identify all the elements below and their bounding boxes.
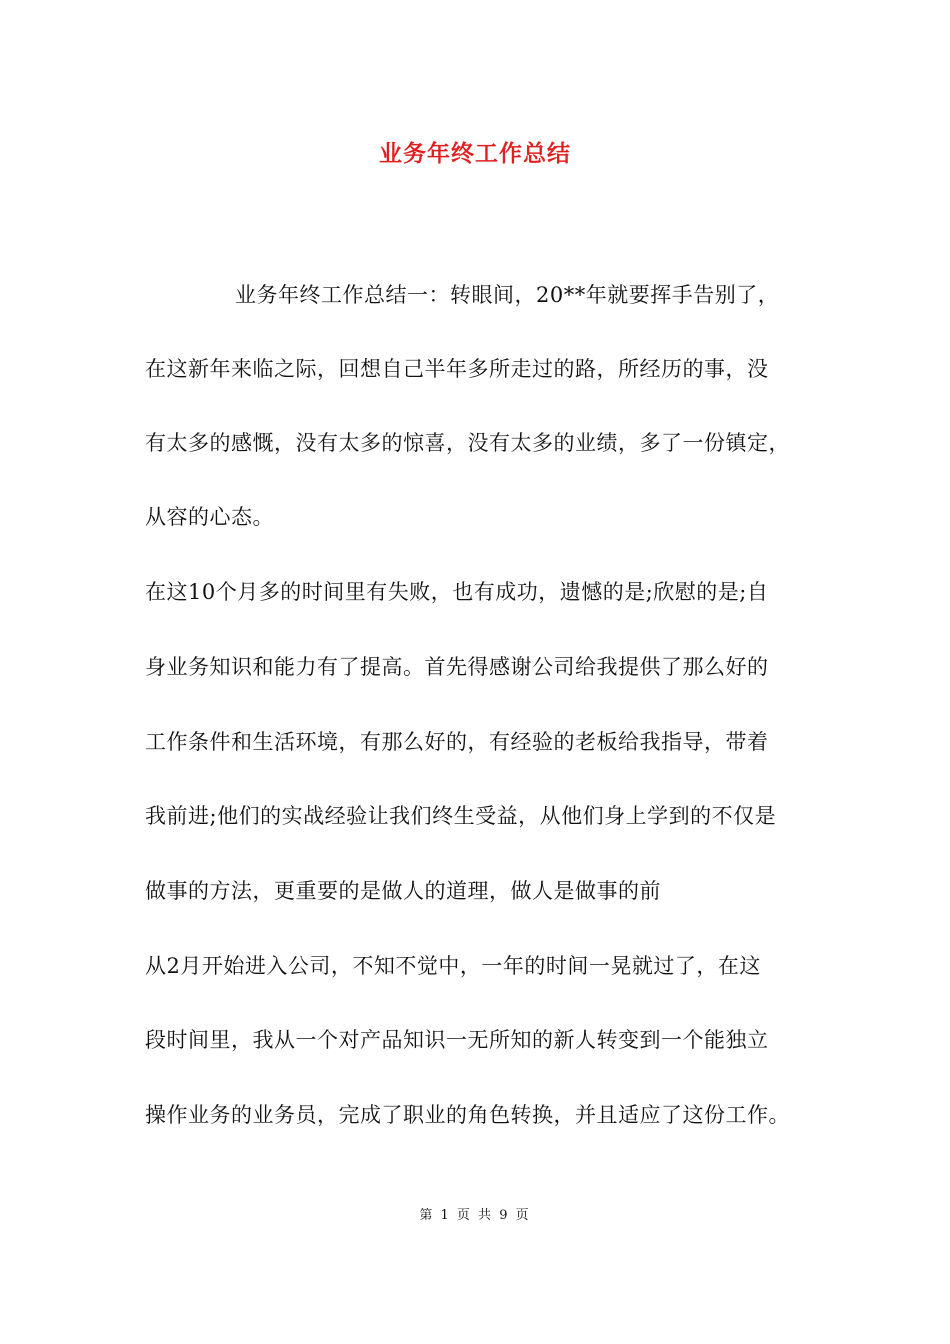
paragraph-line: 从2月开始进入公司，不知不觉中，一年的时间一晃就过了，在这 [145,954,761,978]
paragraph-line: 在这新年来临之际，回想自己半年多所走过的路，所经历的事，没 [145,357,769,381]
document-title: 业务年终工作总结 [379,140,571,167]
paragraph-line: 做事的方法，更重要的是做人的道理，做人是做事的前 [145,879,661,903]
paragraph-line: 我前进;他们的实战经验让我们终生受益，从他们身上学到的不仅是 [145,804,777,828]
paragraph-line: 在这10个月多的时间里有失败，也有成功，遗憾的是;欣慰的是;自 [145,580,769,604]
paragraph-line: 段时间里，我从一个对产品知识一无所知的新人转变到一个能独立 [145,1028,769,1052]
page-number-footer: 第 1 页 共 9 页 [419,1208,531,1223]
paragraph-line: 有太多的感慨，没有太多的惊喜，没有太多的业绩，多了一份镇定， [145,431,790,455]
paragraph-line: 操作业务的业务员，完成了职业的角色转换，并且适应了这份工作。 [145,1103,790,1127]
paragraph-line: 身业务知识和能力有了提高。首先得感谢公司给我提供了那么好的 [145,655,769,679]
paragraph-line: 从容的心态。 [145,505,274,529]
paragraph-line: 工作条件和生活环境，有那么好的，有经验的老板给我指导，带着 [145,730,769,754]
paragraph-line: 业务年终工作总结一：转眼间，20**年就要挥手告别了， [235,283,780,307]
